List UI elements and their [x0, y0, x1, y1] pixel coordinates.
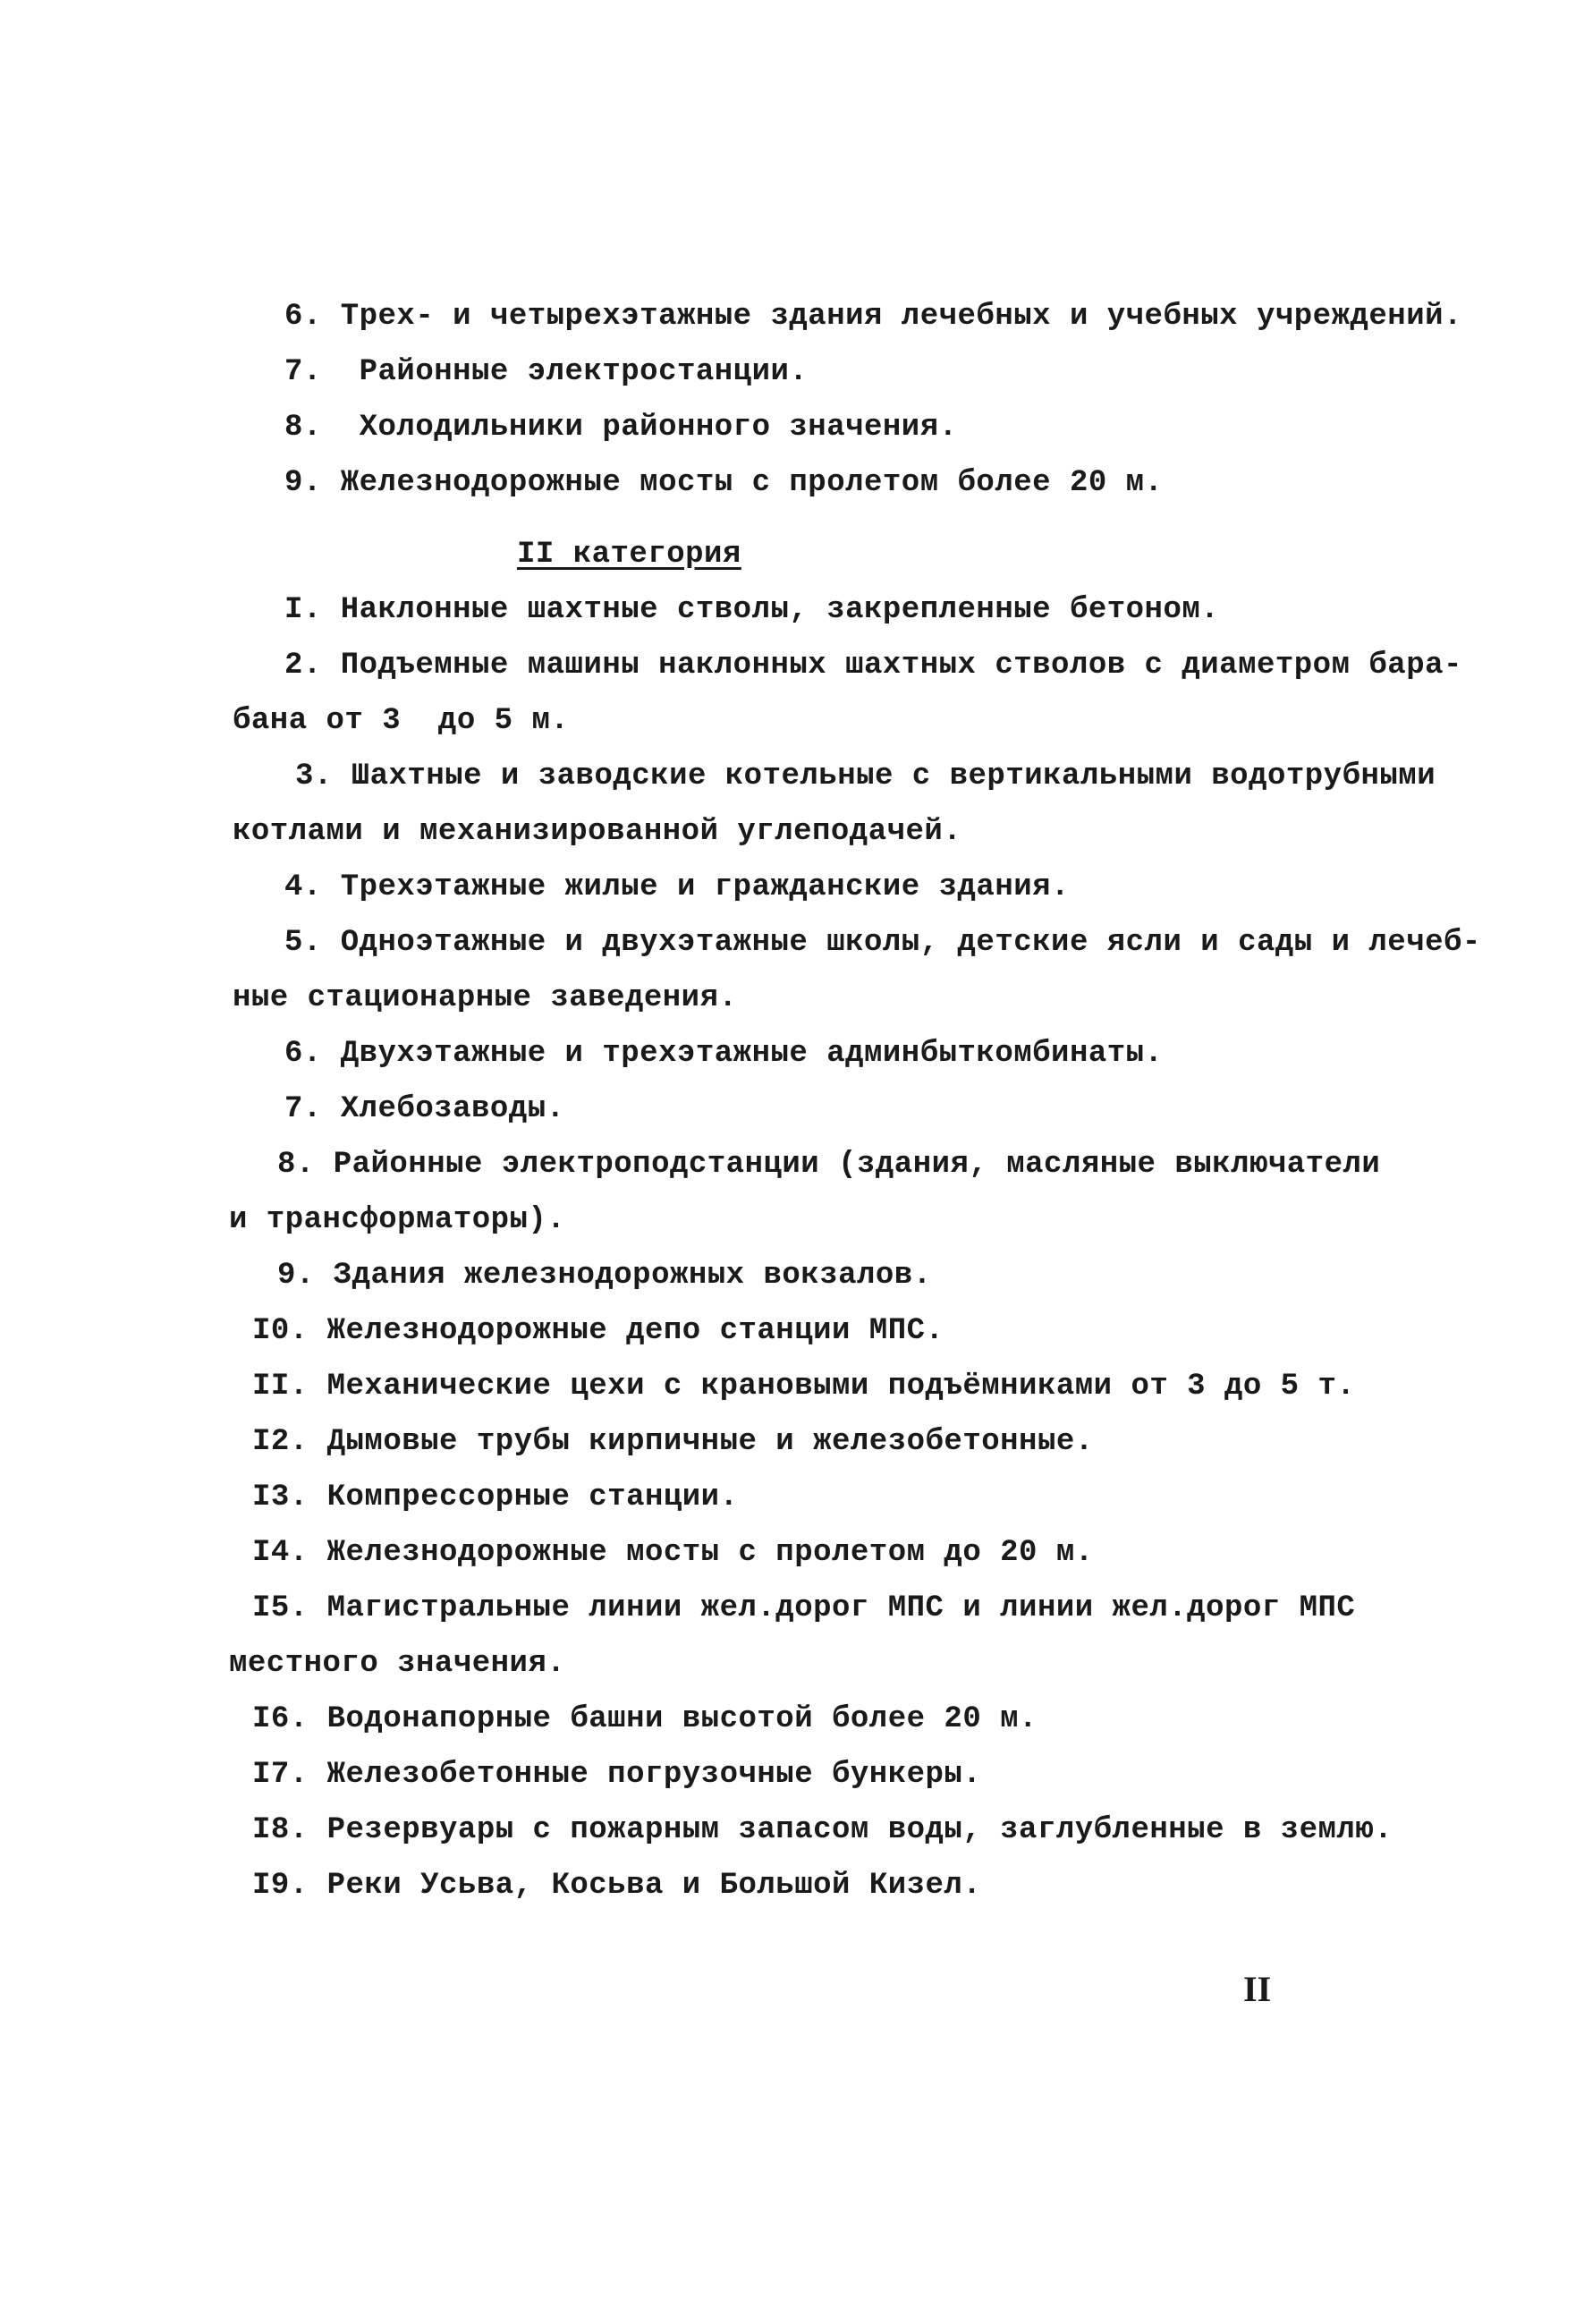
- list-item: I3. Компрессорные станции.: [252, 1480, 739, 1514]
- list-item: I4. Железнодорожные мосты с пролетом до 20 м.: [252, 1536, 1094, 1570]
- list-item: 7. Хлебозаводы.: [284, 1092, 565, 1126]
- page-number: II: [1243, 1969, 1272, 2009]
- list-item: I8. Резервуары с пожарным запасом воды, заглубленные в землю.: [252, 1813, 1393, 1847]
- section-heading: II категория: [517, 538, 741, 572]
- list-item-continuation: бана от 3 до 5 м.: [233, 704, 570, 738]
- list-item: I6. Водонапорные башни высотой более 20 м.: [252, 1702, 1038, 1736]
- list-item: II. Механические цехи с крановыми подъёмниками от 3 до 5 т.: [252, 1370, 1356, 1404]
- list-item: I0. Железнодорожные депо станции МПС.: [252, 1314, 944, 1348]
- list-item-continuation: ные стационарные заведения.: [233, 981, 738, 1015]
- list-item: 9. Железнодорожные мосты с пролетом более 20 м.: [284, 466, 1164, 500]
- list-item: I2. Дымовые трубы кирпичные и железобетонные.: [252, 1425, 1094, 1459]
- list-item-continuation: котлами и механизированной углеподачей.: [233, 815, 962, 849]
- list-item: I5. Магистральные линии жел.дорог МПС и линии жел.дорог МПС: [252, 1591, 1356, 1625]
- list-item: 3. Шахтные и заводские котельные с вертикальными водотрубными: [295, 759, 1436, 793]
- list-item: 7. Районные электростанции.: [284, 355, 809, 389]
- list-item: 2. Подъемные машины наклонных шахтных стволов с диаметром бара-: [284, 649, 1462, 683]
- list-item: 8. Холодильники районного значения.: [284, 411, 958, 445]
- list-item: I. Наклонные шахтные стволы, закрепленные бетоном.: [284, 593, 1220, 627]
- list-item: 6. Двухэтажные и трехэтажные админбыткомбинаты.: [284, 1037, 1164, 1071]
- list-item: I9. Реки Усьва, Косьва и Большой Кизел.: [252, 1869, 982, 1903]
- list-item: 5. Одноэтажные и двухэтажные школы, детские ясли и сады и лечеб-: [284, 926, 1481, 960]
- list-item: 6. Трех- и четырехэтажные здания лечебных и учебных учреждений.: [284, 300, 1462, 334]
- list-item-continuation: и трансформаторы).: [229, 1203, 566, 1237]
- list-item-continuation: местного значения.: [229, 1647, 566, 1681]
- list-item: 4. Трехэтажные жилые и гражданские здания.: [284, 870, 1070, 904]
- list-item: 8. Районные электроподстанции (здания, масляные выключатели: [277, 1148, 1381, 1182]
- list-item: 9. Здания железнодорожных вокзалов.: [277, 1259, 932, 1293]
- list-item: I7. Железобетонные погрузочные бункеры.: [252, 1758, 982, 1792]
